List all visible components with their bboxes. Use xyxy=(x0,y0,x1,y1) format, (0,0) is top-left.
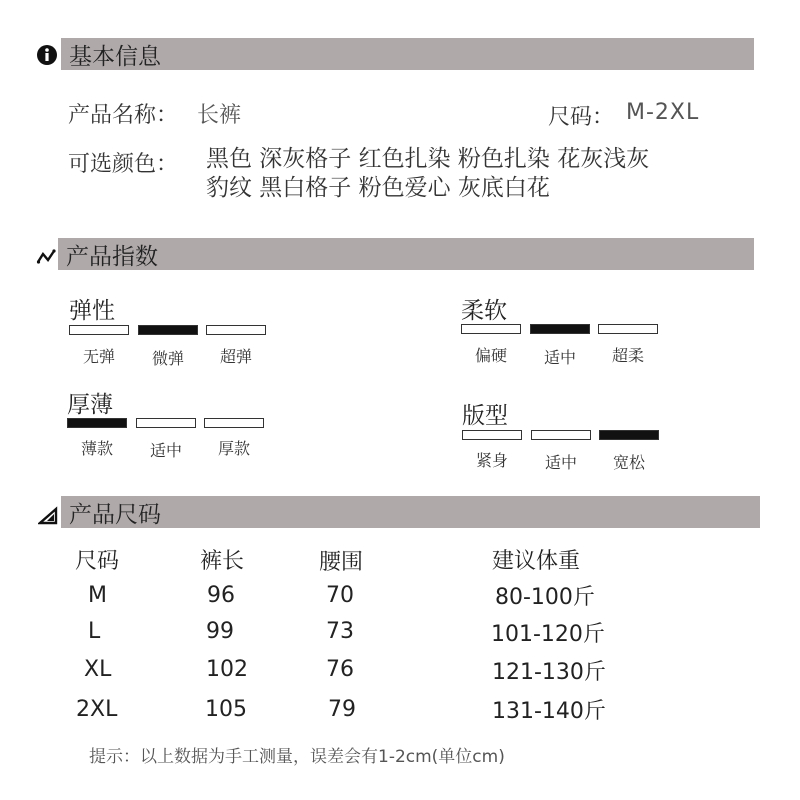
index-option: 超柔 xyxy=(611,346,644,365)
index-option: 超弹 xyxy=(219,347,252,366)
basic-info-title: 基本信息 xyxy=(69,43,161,70)
table-cell: 80-100斤 xyxy=(495,585,595,610)
index-box-selected xyxy=(599,430,659,440)
colors-line-2: 豹纹 黑白格子 粉色爱心 灰底白花 xyxy=(206,175,550,201)
table-cell: M xyxy=(88,583,107,608)
table-cell: 102 xyxy=(206,657,248,682)
index-box-selected xyxy=(138,325,198,335)
column-header: 裤长 xyxy=(200,549,245,574)
index-option: 适中 xyxy=(543,348,576,367)
index-title: 弹性 xyxy=(69,298,115,324)
product-name-label: 产品名称： xyxy=(68,103,179,128)
info-icon xyxy=(36,44,58,66)
index-option: 紧身 xyxy=(475,451,508,470)
table-cell: L xyxy=(88,619,101,644)
index-box xyxy=(461,324,521,334)
index-title: 厚薄 xyxy=(67,392,113,418)
size-label: 尺码： xyxy=(548,105,615,130)
table-cell: XL xyxy=(84,657,112,682)
product-size-title: 产品尺码 xyxy=(69,501,161,528)
column-header: 尺码 xyxy=(75,549,120,574)
product-name-value: 长裤 xyxy=(197,103,242,128)
column-header: 建议体重 xyxy=(492,549,581,574)
index-option: 适中 xyxy=(544,453,577,472)
column-header: 腰围 xyxy=(319,550,364,575)
measurement-note: 提示：以上数据为手工测量，误差会有1-2cm(单位cm) xyxy=(89,747,505,767)
index-option: 偏硬 xyxy=(474,346,507,365)
index-title: 柔软 xyxy=(461,298,507,324)
index-option: 无弹 xyxy=(82,347,115,366)
index-box xyxy=(69,325,129,335)
color-label: 可选颜色： xyxy=(68,152,179,177)
product-index-title: 产品指数 xyxy=(66,243,158,270)
colors-line-1: 黑色 深灰格子 红色扎染 粉色扎染 花灰浅灰 xyxy=(206,146,650,172)
product-size-header-bar xyxy=(61,496,760,528)
index-box xyxy=(531,430,591,440)
index-option: 厚款 xyxy=(217,439,250,458)
index-box xyxy=(204,418,264,428)
table-cell: 76 xyxy=(326,657,354,682)
index-option: 薄款 xyxy=(80,439,113,458)
size-value: M-2XL xyxy=(626,100,700,125)
table-cell: 2XL xyxy=(76,697,118,722)
basic-info-header-bar xyxy=(61,38,754,70)
index-box xyxy=(598,324,658,334)
table-cell: 73 xyxy=(326,619,354,644)
index-title: 版型 xyxy=(462,403,508,429)
table-cell: 131-140斤 xyxy=(492,699,606,724)
table-cell: 96 xyxy=(207,583,235,608)
product-index-header-bar xyxy=(58,238,754,270)
table-cell: 101-120斤 xyxy=(491,622,605,647)
table-cell: 121-130斤 xyxy=(492,660,606,685)
zigzag-icon xyxy=(36,246,58,268)
table-cell: 79 xyxy=(328,697,356,722)
index-box-selected xyxy=(67,418,127,428)
index-box xyxy=(462,430,522,440)
index-option: 适中 xyxy=(149,441,182,460)
table-cell: 99 xyxy=(206,619,234,644)
index-option: 微弹 xyxy=(151,349,184,368)
index-box xyxy=(206,325,266,335)
index-box-selected xyxy=(530,324,590,334)
index-box xyxy=(136,418,196,428)
index-option: 宽松 xyxy=(612,453,645,472)
ruler-triangle-icon xyxy=(38,505,60,527)
table-cell: 70 xyxy=(326,583,354,608)
table-cell: 105 xyxy=(205,697,247,722)
